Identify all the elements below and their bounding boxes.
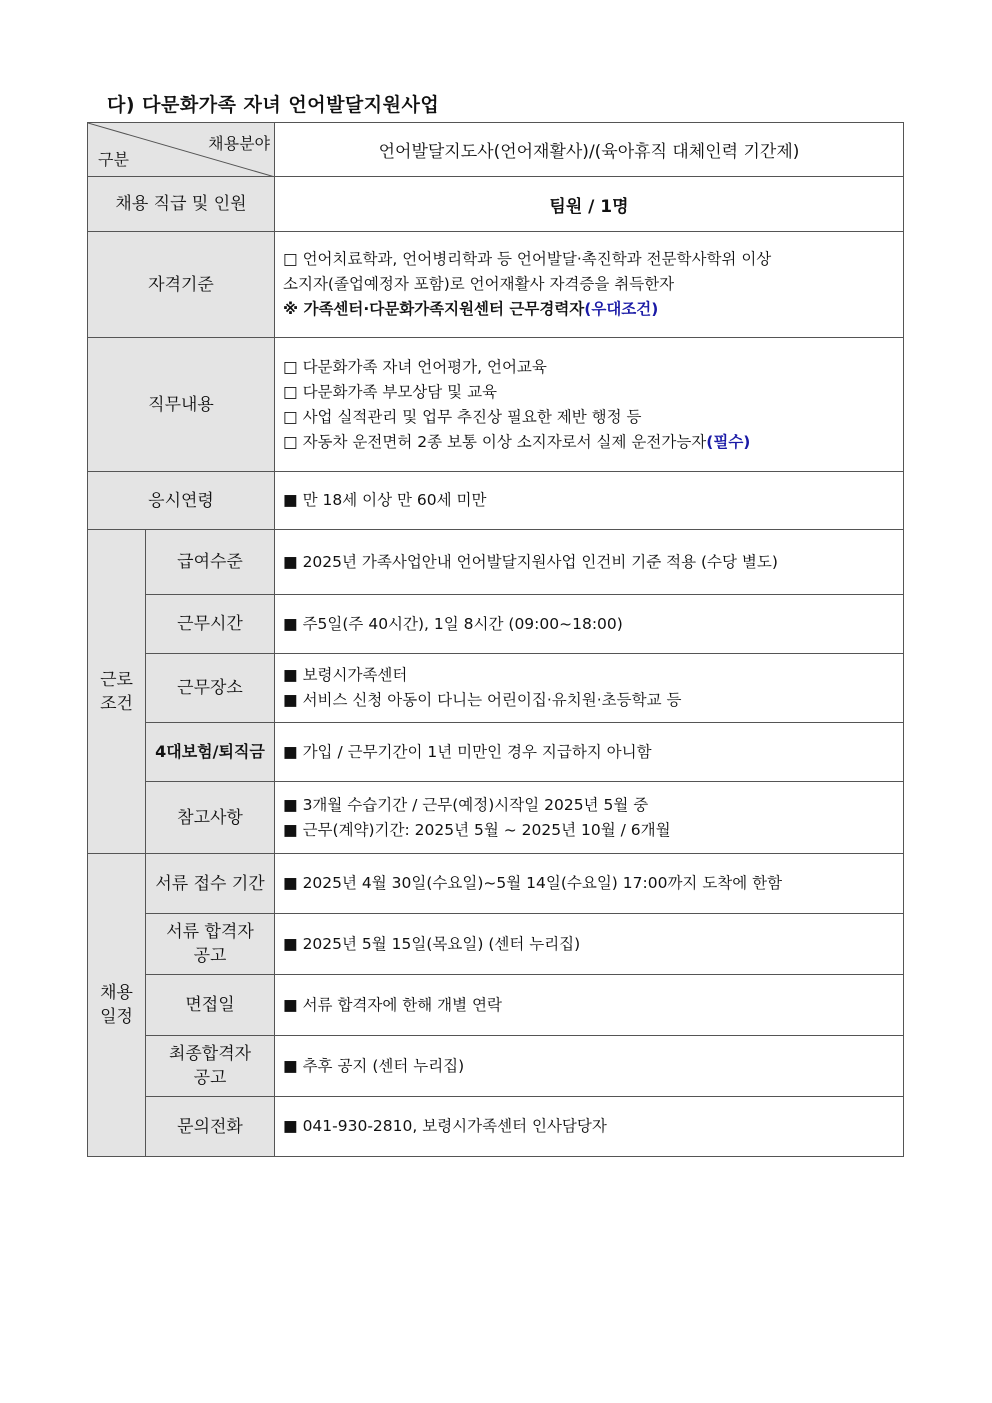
position-value: 팀원 / 1명 — [275, 177, 904, 232]
final-label — [146, 1036, 275, 1097]
qualification-line-2: 소지자(졸업예정자 포함)로 언어재활사 자격증을 취득한자 — [283, 275, 675, 293]
interview-label: 면접일 — [146, 975, 275, 1036]
position-row — [88, 177, 904, 232]
recruitment-table — [87, 122, 904, 1157]
schedule-group-label — [88, 854, 146, 1157]
place-item: ■ 서비스 신청 아동이 다니는 어린이집·유치원·초등학교 등 — [283, 691, 682, 709]
corner-label-field: 채용분야 — [208, 134, 270, 153]
contact-row — [88, 1097, 904, 1157]
duties-content — [275, 338, 904, 472]
place-row — [88, 654, 904, 723]
salary-value: ■ 2025년 가족사업안내 언어발달지원사업 인건비 기준 적용 (수당 별도) — [275, 530, 904, 595]
group-label-line: 일정 — [100, 1007, 133, 1027]
corner-label-category: 구분 — [98, 150, 129, 169]
label-line: 공고 — [193, 1068, 227, 1088]
qualification-content — [275, 232, 904, 338]
hours-row — [88, 595, 904, 654]
recruitment-field-value: 언어발달지도사(언어재활사)/(육아휴직 대체인력 기간제) — [275, 123, 904, 177]
header-row — [88, 123, 904, 177]
qualification-label: 자격기준 — [88, 232, 275, 338]
work-conditions-group-label — [88, 530, 146, 854]
notes-item: ■ 근무(계약)기간: 2025년 5월 ~ 2025년 10월 / 6개월 — [283, 820, 671, 839]
contact-label: 문의전화 — [146, 1097, 275, 1157]
hours-value: ■ 주5일(주 40시간), 1일 8시간 (09:00~18:00) — [275, 595, 904, 654]
notes-row — [88, 782, 904, 854]
insurance-value: ■ 가입 / 근무기간이 1년 미만인 경우 지급하지 아니함 — [275, 723, 904, 782]
interview-row — [88, 975, 904, 1036]
interview-value: ■ 서류 합격자에 한해 개별 연락 — [275, 975, 904, 1036]
position-label: 채용 직급 및 인원 — [88, 177, 275, 232]
diagonal-header-cell — [88, 123, 275, 177]
age-value: ■ 만 18세 이상 만 60세 미만 — [275, 472, 904, 530]
notes-label: 참고사항 — [146, 782, 275, 854]
insurance-row — [88, 723, 904, 782]
salary-row — [88, 530, 904, 595]
duty-item: □ 사업 실적관리 및 업무 추진상 필요한 제반 행정 등 — [283, 407, 642, 426]
section-heading: 다) 다문화가족 자녀 언어발달지원사업 — [107, 94, 440, 116]
age-row — [88, 472, 904, 530]
doc-pass-label — [146, 914, 275, 975]
final-value: ■ 추후 공지 (센터 누리집) — [275, 1036, 904, 1097]
doc-period-row — [88, 854, 904, 914]
required-tag: (필수) — [706, 432, 751, 451]
doc-pass-value: ■ 2025년 5월 15일(목요일) (센터 누리집) — [275, 914, 904, 975]
notes-item: ■ 3개월 수습기간 / 근무(예정)시작일 2025년 5월 중 — [283, 795, 649, 814]
preferred-experience-text: ※ 가족센터·다문화가족지원센터 근무경력자 — [283, 300, 585, 318]
age-label: 응시연령 — [88, 472, 275, 530]
group-label-line: 채용 — [100, 983, 133, 1003]
doc-period-label: 서류 접수 기간 — [146, 854, 275, 914]
duties-label: 직무내용 — [88, 338, 275, 472]
group-label-line: 조건 — [100, 693, 133, 714]
qualification-row — [88, 232, 904, 338]
salary-label: 급여수준 — [146, 530, 275, 595]
place-content — [275, 654, 904, 723]
label-line: 서류 합격자 — [166, 922, 254, 942]
qualification-line-1: □ 언어치료학과, 언어병리학과 등 언어발달·촉진학과 전문학사학위 이상 — [283, 250, 772, 268]
label-line: 공고 — [193, 946, 227, 966]
doc-period-value: ■ 2025년 4월 30일(수요일)~5월 14일(수요일) 17:00까지 도착에 한함 — [275, 854, 904, 914]
label-line: 최종합격자 — [168, 1044, 252, 1064]
hours-label: 근무시간 — [146, 595, 275, 654]
duty-item — [283, 430, 903, 455]
doc-pass-row — [88, 914, 904, 975]
duty-item: □ 다문화가족 부모상담 및 교육 — [283, 382, 498, 401]
place-label: 근무장소 — [146, 654, 275, 723]
insurance-label: 4대보험/퇴직금 — [146, 723, 275, 782]
preferred-condition-tag: (우대조건) — [584, 300, 659, 318]
notes-content — [275, 782, 904, 854]
group-label-line: 근로 — [100, 669, 133, 690]
place-item: ■ 보령시가족센터 — [283, 666, 408, 684]
final-row — [88, 1036, 904, 1097]
qualification-line-3 — [283, 297, 903, 322]
duty-item-text: □ 자동차 운전면허 2종 보통 이상 소지자로서 실제 운전가능자 — [283, 432, 707, 451]
duties-row — [88, 338, 904, 472]
duty-item: □ 다문화가족 자녀 언어평가, 언어교육 — [283, 357, 547, 376]
contact-value: ■ 041-930-2810, 보령시가족센터 인사담당자 — [275, 1097, 904, 1157]
